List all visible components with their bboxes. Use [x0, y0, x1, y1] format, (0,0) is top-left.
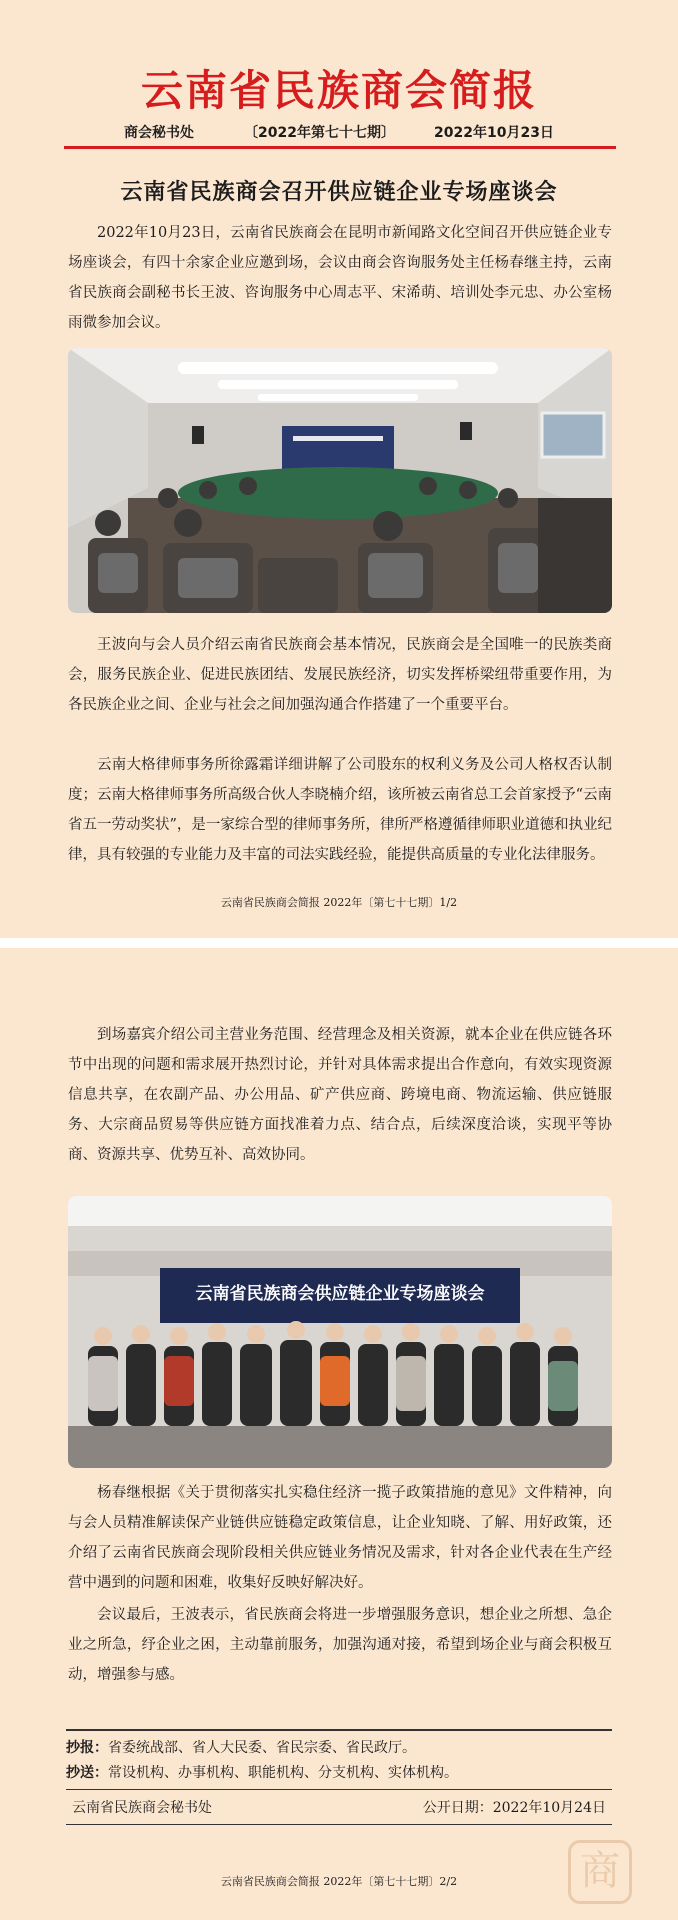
paragraph-3: 云南大格律师事务所徐露霜详细讲解了公司股东的权利义务及公司人格权否认制度；云南大格律师事务所高级合伙人李晓楠介绍，该所被云南省总工会首家授予“云南省五一劳动奖状”，是一家综合型的律师事务所，律所严格遵循律师职业道德和执业纪律，具有较强的专业能力及丰富的司法实践经验，能提供高质量的专业化法律服务。	[68, 757, 612, 863]
report-label: 抄报：	[66, 1740, 108, 1756]
issue-date: 2022年10月23日	[434, 125, 554, 141]
page-footer: 云南省民族商会简报 2022年〔第七十七期〕1/2	[220, 896, 458, 909]
meeting-photo	[68, 348, 612, 613]
paragraph-1: 2022年10月23日，云南省民族商会在昆明市新闻路文化空间召开供应链企业专场座谈会，有四十余家企业应邀到场，会议由商会咨询服务处主任杨春继主持，云南省民族商会副秘书长王波、咨询服务中心周志平、宋浠萌、培训处李元忠、办公室杨雨微参加会议。	[68, 225, 612, 331]
paragraph-5: 杨春继根据《关于贯彻落实扎实稳住经济一揽子政策措施的意见》文件精神，向与会人员精准解读保产业链供应链稳定政策信息，让企业知晓、了解、用好政策，还介绍了云南省民族商会现阶段相关供应链业务情况及需求，针对各企业代表在生产经营中遇到的问题和困难，收集好反映好解决好。	[68, 1485, 612, 1591]
distribution-rule-bottom	[66, 1824, 612, 1825]
page-one	[0, 0, 678, 938]
issue-meta	[0, 122, 678, 142]
masthead-title: 云南省民族商会简报	[140, 66, 537, 115]
send-line	[66, 1761, 612, 1785]
issue-number: 〔2022年第七十七期〕	[244, 125, 395, 141]
banner-text: 云南省民族商会供应链企业专场座谈会	[195, 1284, 485, 1304]
shang-seal-icon: 商	[568, 1840, 632, 1904]
office-name: 云南省民族商会秘书处	[72, 1800, 212, 1816]
office-line	[66, 1796, 612, 1820]
group-photo-image	[68, 1196, 612, 1468]
distribution-rule-mid	[66, 1789, 612, 1790]
group-photo	[68, 1196, 612, 1468]
issuer: 商会秘书处	[124, 125, 194, 141]
paragraph-2: 王波向与会人员介绍云南省民族商会基本情况，民族商会是全国唯一的民族类商会，服务民族企业、促进民族团结、发展民族经济，切实发挥桥梁纽带重要作用，为各民族企业之间、企业与社会之间加强沟通合作搭建了一个重要平台。	[68, 637, 612, 713]
send-to: 常设机构、办事机构、职能机构、分支机构、实体机构。	[108, 1765, 458, 1781]
send-label: 抄送：	[66, 1765, 108, 1781]
paragraph-4: 到场嘉宾介绍公司主营业务范围、经营理念及相关资源，就本企业在供应链各环节中出现的问题和需求展开热烈讨论，并针对具体需求提出合作意向，有效实现资源信息共享，在农副产品、办公用品、矿产供应商、跨境电商、物流运输、供应链服务、大宗商品贸易等供应链方面找准着力点、结合点，后续深度洽谈，实现平等协商、资源共享、优势互补、高效协同。	[68, 1027, 612, 1163]
page-two	[0, 948, 678, 1920]
page-footer: 云南省民族商会简报 2022年〔第七十七期〕2/2	[220, 1875, 458, 1888]
paragraph-6: 会议最后，王波表示，省民族商会将进一步增强服务意识，想企业之所想、急企业之所急，纾企业之困，主动靠前服务，加强沟通对接，希望到场企业与商会积极互动，增强参与感。	[68, 1607, 612, 1683]
report-to: 省委统战部、省人大民委、省民宗委、省民政厅。	[108, 1740, 416, 1756]
article-title: 云南省民族商会召开供应链企业专场座谈会	[120, 180, 558, 205]
page-gap	[0, 938, 678, 948]
meeting-room-image	[68, 348, 612, 613]
publish-date: 公开日期：2022年10月24日	[422, 1800, 606, 1816]
distribution-rule-top	[66, 1729, 612, 1731]
report-line	[66, 1736, 612, 1760]
header-rule	[64, 146, 616, 149]
